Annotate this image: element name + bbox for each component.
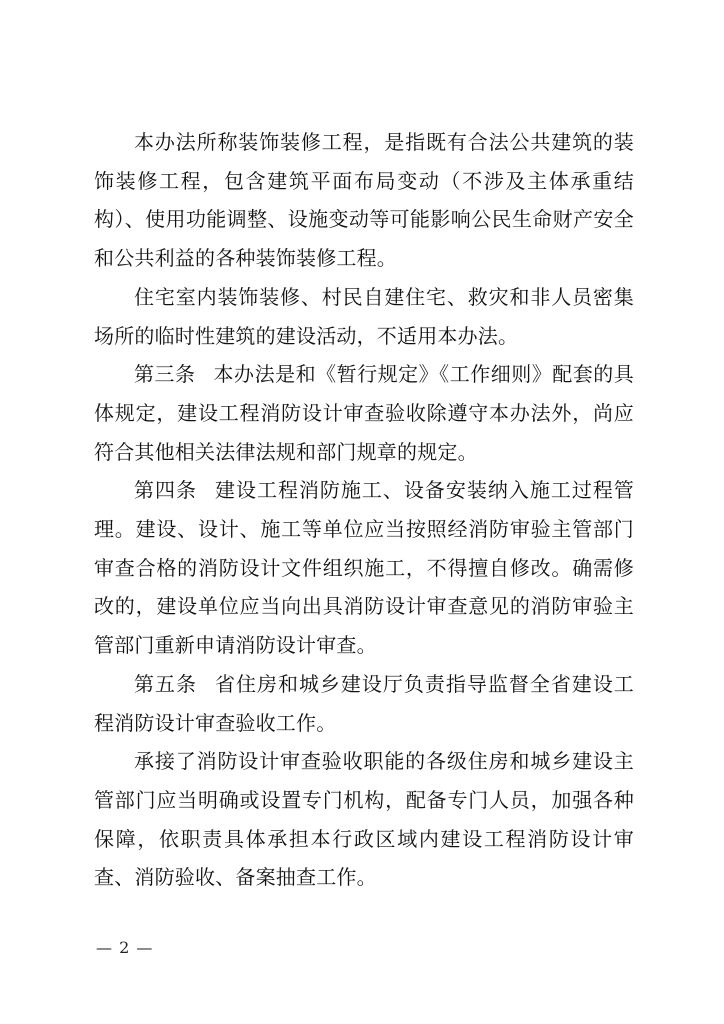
paragraph-exclusions: [94, 278, 634, 355]
document-body: [94, 123, 634, 897]
paragraph-article-5: [94, 665, 634, 742]
article-heading: 第四条: [134, 478, 197, 503]
article-heading: 第五条: [134, 671, 197, 696]
paragraph-article-3: [94, 355, 634, 471]
paragraph-text: 建设工程消防施工、设备安装纳入施工过程管理。建设、设计、施工等单位应当按照经消防审验主管部门审查合格的消防设计文件组织施工，不得擅自修改。确需修改的，建设单位应当向出具消防设计审查意见的消防审验主管部门重新申请消防设计审查。: [94, 478, 635, 658]
paragraph-article-4: [94, 471, 634, 665]
paragraph-text: 承接了消防设计审查验收职能的各级住房和城乡建设主管部门应当明确或设置专门机构，配备专门人员，加强各种保障，依职责具体承担本行政区域内建设工程消防设计审查、消防验收、备案抽查工作。: [94, 749, 634, 890]
paragraph-text: 本办法所称装饰装修工程，是指既有合法公共建筑的装饰装修工程，包含建筑平面布局变动（不涉及主体承重结构）、使用功能调整、设施变动等可能影响公民生命财产安全和公共利益的各种装饰装修工程。: [94, 130, 634, 271]
paragraph-text: 住宅室内装饰装修、村民自建住宅、救灾和非人员密集场所的临时性建筑的建设活动，不适用本办法。: [94, 284, 634, 348]
paragraph-responsibilities: [94, 742, 634, 897]
paragraph-scope: [94, 123, 634, 278]
article-heading: 第三条: [134, 362, 196, 387]
paragraph-text: 省住房和城乡建设厅负责指导监督全省建设工程消防设计审查验收工作。: [94, 671, 635, 735]
paragraph-text: 本办法是和《暂行规定》《工作细则》配套的具体规定，建设工程消防设计审查验收除遵守本办法外，尚应符合其他相关法律法规和部门规章的规定。: [94, 362, 634, 464]
page-number: — 2 —: [96, 938, 154, 957]
